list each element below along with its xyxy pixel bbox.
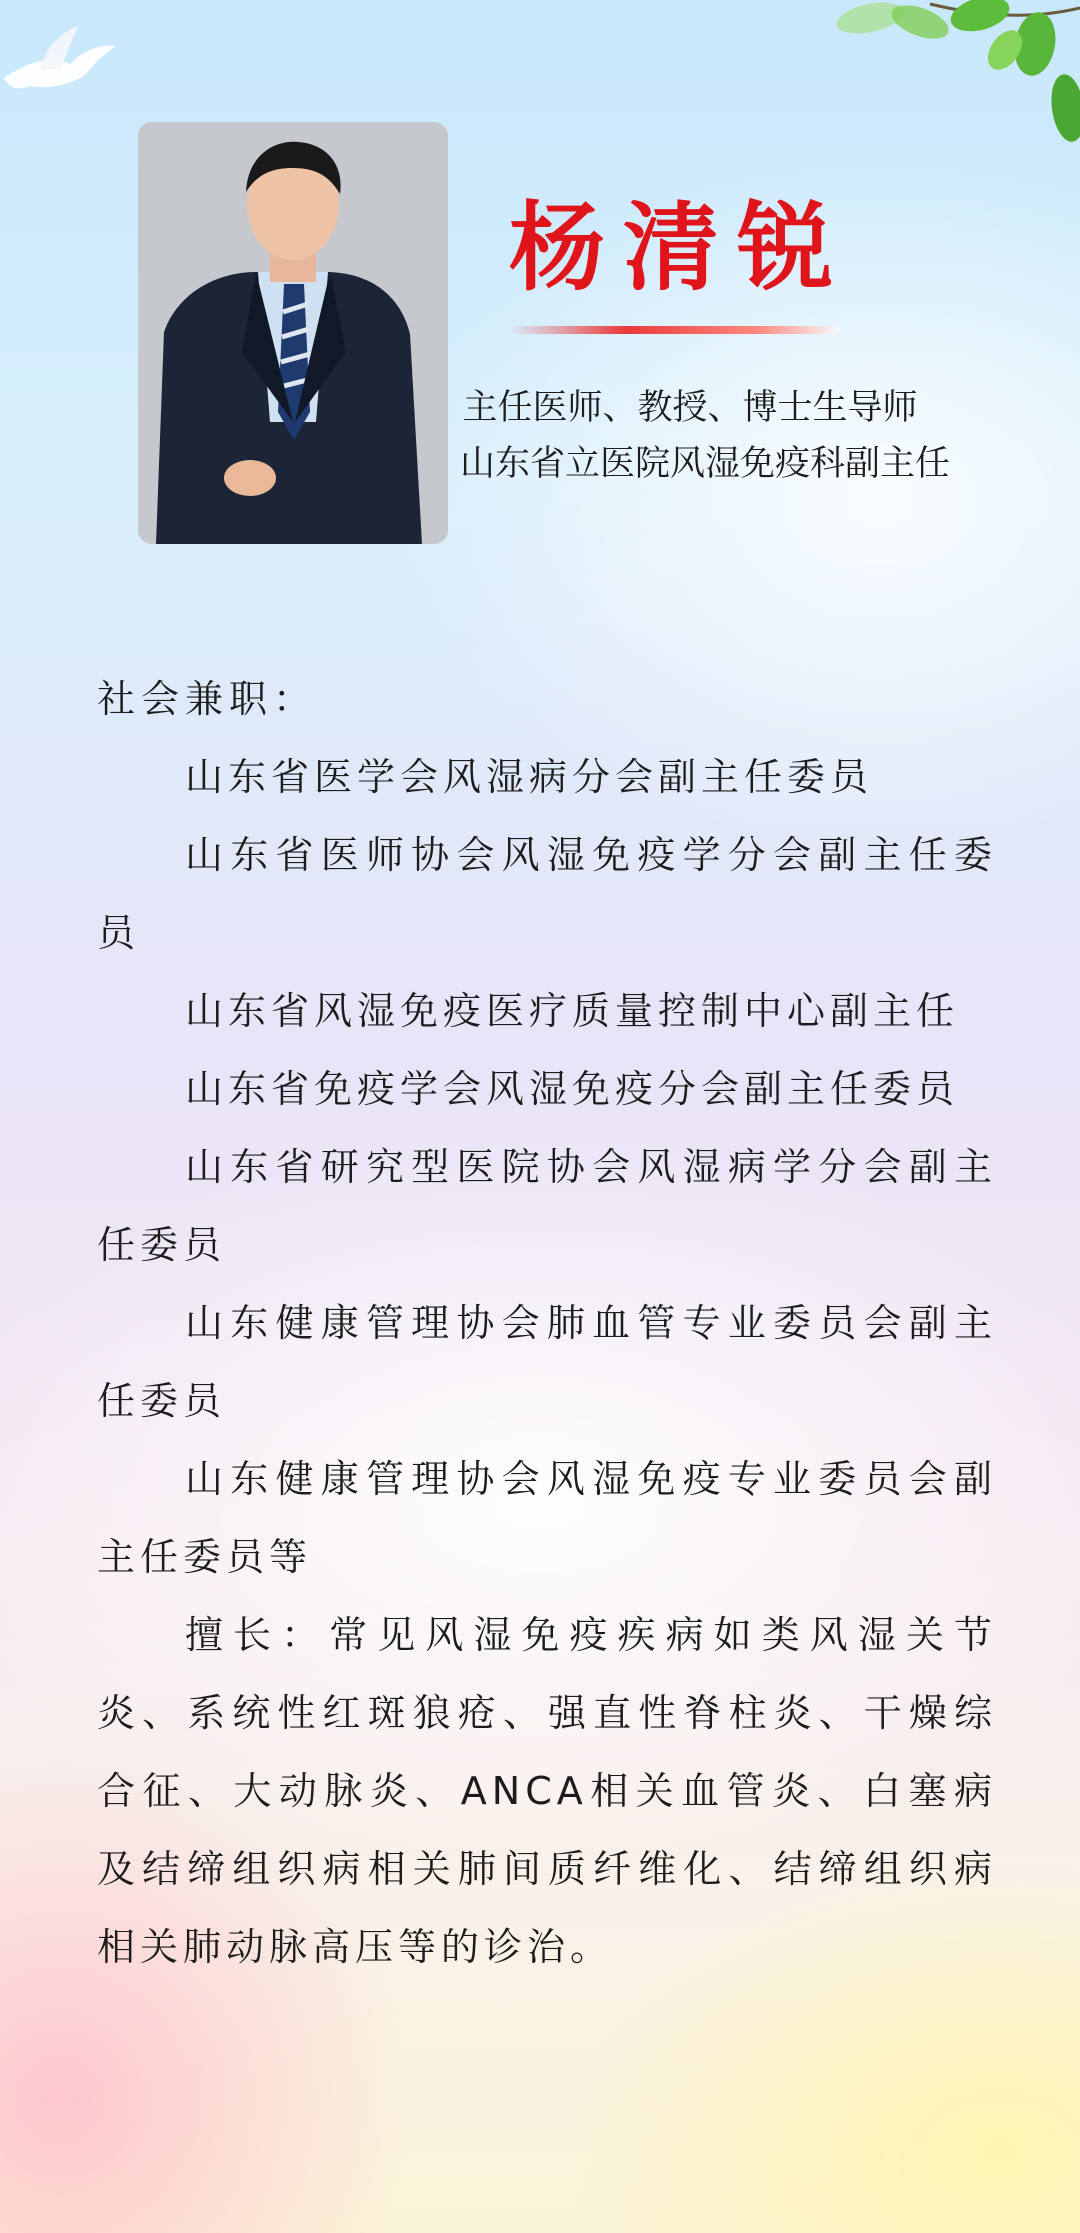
name-underline (510, 326, 840, 334)
title-line-2: 山东省立医院风湿免疫科副主任 (460, 444, 951, 484)
role-item: 山东健康管理协会肺血管专业委员会副主任委员 (97, 1301, 997, 1423)
dove-icon (0, 20, 120, 100)
expertise-paragraph: 擅长：常见风湿免疫疾病如类风湿关节炎、系统性红斑狼疮、强直性脊柱炎、干燥综合征、大动脉炎、ANCA相关血管炎、白塞病及结缔组织病相关肺间质纤维化、结缔组织病相关肺动脉高压等的诊治。 (97, 1613, 997, 1969)
bio-body (97, 660, 997, 1986)
role-item: 山东省研究型医院协会风湿病学分会副主任委员 (97, 1145, 997, 1267)
role-item: 山东省医师协会风湿免疫学分会副主任委员 (97, 833, 997, 955)
role-item: 山东省风湿免疫医疗质量控制中心副主任 (185, 989, 960, 1033)
doctor-photo (138, 122, 448, 544)
role-item: 山东健康管理协会风湿免疫专业委员会副主任委员等 (97, 1457, 997, 1579)
roles-heading: 社会兼职： (97, 677, 318, 721)
leaves-icon (750, 0, 1080, 150)
role-item: 山东省医学会风湿病分会副主任委员 (185, 755, 874, 799)
doctor-name: 杨清锐 (509, 191, 851, 304)
title-line-1: 主任医师、教授、博士生导师 (462, 388, 918, 428)
role-item: 山东省免疫学会风湿免疫分会副主任委员 (185, 1067, 960, 1111)
doctor-titles (460, 380, 951, 492)
